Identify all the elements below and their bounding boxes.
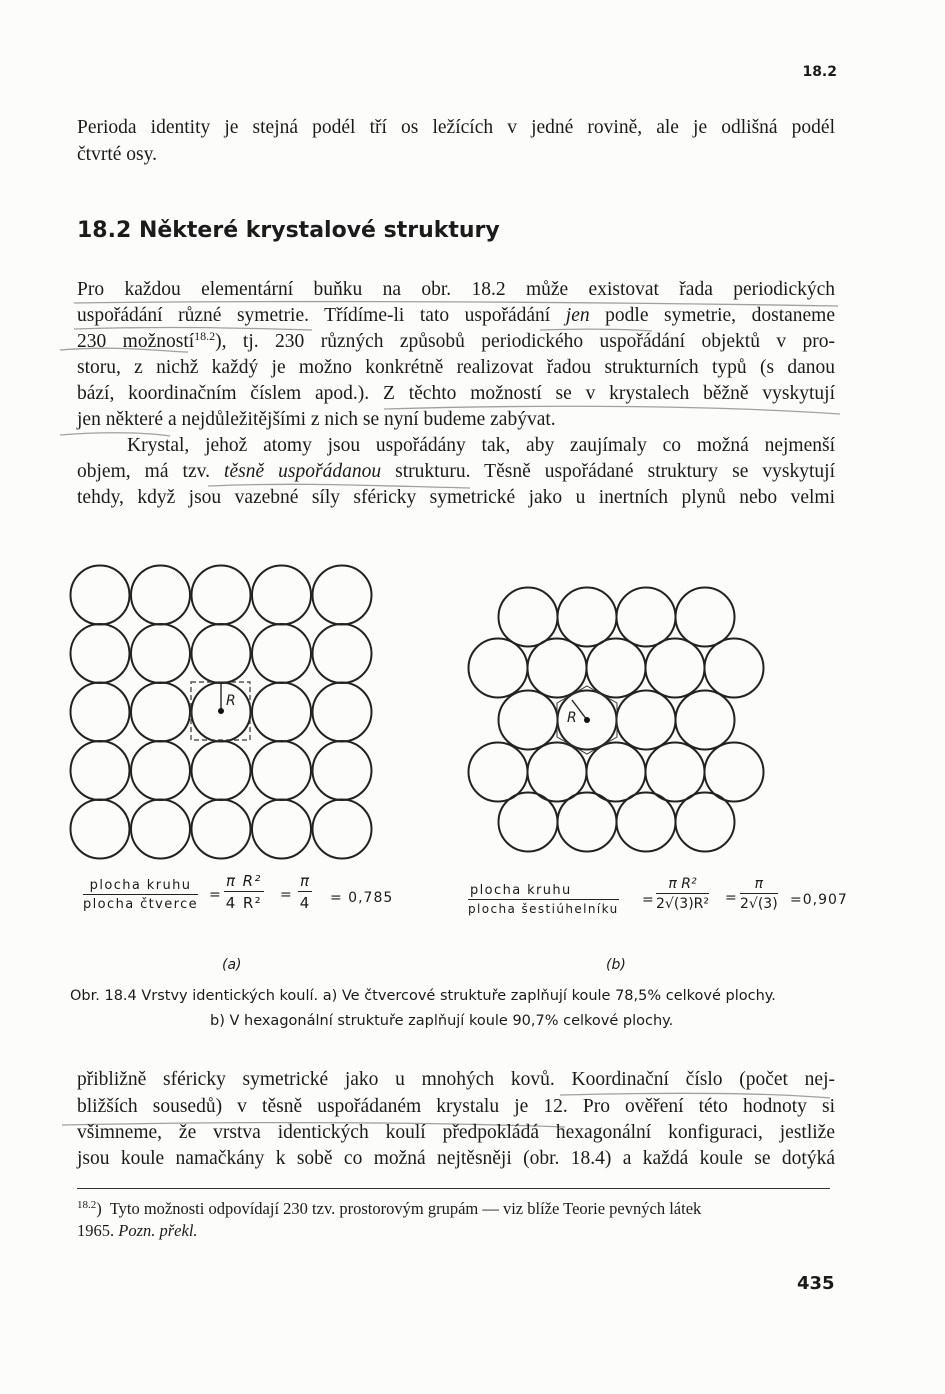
sphere (192, 741, 251, 800)
sphere (587, 743, 646, 802)
text-segment: Krystal, jehož atomy jsou uspořádány tak, aby zaujímaly co možná nejmenší (127, 435, 835, 456)
sphere (252, 683, 311, 742)
text-segment: 230 možností (77, 331, 195, 352)
text-segment: bází, koordinačním číslem apod.). Z těchto možností se v krystalech běžně vyskytují (77, 383, 835, 404)
sphere (313, 566, 372, 625)
text-segment: objem, má tzv. (77, 461, 225, 482)
sphere (469, 639, 528, 698)
sphere (705, 639, 764, 698)
sphere (131, 566, 190, 625)
footnote-ref: 18.2 (194, 329, 216, 343)
text-segment: jen (565, 305, 590, 326)
fraction-a-area-ratio: plocha kruhu plocha čtverce (83, 878, 199, 912)
text-segment: uspořádání různé symetrie. Třídíme-li tato uspořádání (77, 305, 566, 326)
sphere (676, 793, 735, 852)
fraction-a-formula: $\frac{\text{π R²}}{\text{4 R²}}$ (225, 872, 263, 912)
sphere (71, 800, 130, 859)
section-heading: 18.2 Některé krystalové struktury (77, 218, 500, 243)
equals-sign: = (642, 892, 655, 908)
text-segment: čtvrté osy. (77, 144, 157, 165)
sphere (131, 741, 190, 800)
sphere (71, 624, 130, 683)
text-segment: všimneme, že vrstva identických koulí předpokládá hexagonální konfiguraci, jestliže (77, 1122, 835, 1143)
text-segment: ), tj. 230 různých způsobů periodického uspořádání objektů v pro- (215, 331, 835, 352)
text-segment: storu, z nichž každý je možno konkrétně realizovat řadou strukturních typů (s danou (77, 357, 835, 378)
sphere (676, 691, 735, 750)
sphere (192, 566, 251, 625)
text-segment: jsou koule namačkány k sobě co možná nejtěsněji (obr. 18.4) a každá koule se dotýká (77, 1148, 835, 1169)
sphere (71, 741, 130, 800)
equals-sign: = (725, 890, 738, 906)
sphere (617, 588, 676, 647)
sphere (71, 683, 130, 742)
sphere (528, 743, 587, 802)
text-line (77, 1221, 198, 1241)
text-segment: Perioda identity je stejná podél tří os ležících v jedné rovině, ale je odlišná podél (77, 117, 835, 138)
sphere (617, 793, 676, 852)
label-a: (a) (222, 957, 242, 973)
text-line (77, 1199, 701, 1219)
sphere (558, 793, 617, 852)
sphere (252, 800, 311, 859)
center-dot (584, 717, 590, 723)
sphere (131, 800, 190, 859)
sphere (313, 624, 372, 683)
label-b: (b) (606, 957, 626, 973)
text-segment: přibližně sféricky symetrické jako u mnohých kovů. Koordinační číslo (počet nej- (77, 1069, 835, 1090)
text-line (77, 1121, 835, 1145)
hexagonal-packing-diagram (469, 588, 764, 852)
text-segment: Pro každou elementární buňku na obr. 18.2 může existovat řada periodických (77, 279, 835, 300)
text-segment: 1965. (77, 1221, 119, 1240)
sphere (131, 683, 190, 742)
sphere (313, 741, 372, 800)
page-number: 435 (797, 1273, 835, 1294)
fraction-b-area-ratio: plocha kruhu plocha šestiúhelníku (468, 883, 619, 916)
sphere (252, 624, 311, 683)
text-line (77, 1095, 835, 1119)
sphere (587, 639, 646, 698)
text-segment: bližších sousedů) v těsně uspořádaném krystalu je 12. Pro ověření této hodnoty si (77, 1096, 835, 1117)
text-segment: Pozn. překl. (118, 1221, 198, 1240)
text-line (77, 1147, 835, 1171)
sphere (646, 743, 705, 802)
square-packing-diagram (71, 566, 372, 859)
sphere (313, 800, 372, 859)
sphere (313, 683, 372, 742)
text-segment: podle symetrie, dostaneme (589, 305, 835, 326)
radius-label: R (226, 693, 236, 709)
sphere (252, 741, 311, 800)
sphere (528, 639, 587, 698)
fraction-b-simplified: $\frac{\pi}{2√(3)}$ (740, 876, 778, 912)
text-line (77, 1068, 835, 1092)
sphere (499, 588, 558, 647)
fraction-a-simplified: $\frac{\pi}{4}$ (299, 872, 311, 912)
figure-caption-line-2: b) V hexagonální struktuře zaplňují koule 90,7% celkové plochy. (210, 1013, 674, 1029)
sphere (252, 566, 311, 625)
sphere (192, 624, 251, 683)
sphere (499, 691, 558, 750)
fraction-b-formula: $\frac{\text{π R²}}{\text{2√(3)R²}}$ (656, 876, 709, 912)
sphere (617, 691, 676, 750)
sphere (71, 566, 130, 625)
equals-sign: = (209, 887, 222, 903)
sphere (469, 743, 528, 802)
footnote-divider (77, 1188, 830, 1189)
text-segment: tehdy, když jsou vazebné síly sféricky symetrické jako u inertních plynů nebo velmi (77, 487, 835, 508)
figure-caption-line-1: Obr. 18.4 Vrstvy identických koulí. a) Ve čtvercové struktuře zaplňují koule 78,5% celkové plochy. (70, 988, 776, 1004)
text-segment: ) Tyto možnosti odpovídají 230 tzv. prostorovým grupám — viz blíže Teorie pevných látek (96, 1199, 702, 1218)
sphere (646, 639, 705, 698)
result-b: =0,907 (790, 892, 848, 908)
text-segment: jen některé a nejdůležitějšími z nich se nyní budeme zabývat. (77, 409, 556, 430)
radius-label: R (567, 710, 577, 726)
sphere (676, 588, 735, 647)
sphere (705, 743, 764, 802)
sphere (558, 588, 617, 647)
sphere (131, 624, 190, 683)
result-a: = 0,785 (330, 890, 394, 906)
text-segment: strukturu. Těsně uspořádané struktury se vyskytují (381, 461, 835, 482)
text-segment: těsně uspořádanou (224, 461, 382, 482)
center-dot (218, 708, 224, 714)
footnote-ref: 18.2 (77, 1199, 97, 1211)
sphere (192, 800, 251, 859)
equals-sign: = (280, 887, 293, 903)
sphere (499, 793, 558, 852)
running-head: 18.2 (802, 64, 837, 80)
